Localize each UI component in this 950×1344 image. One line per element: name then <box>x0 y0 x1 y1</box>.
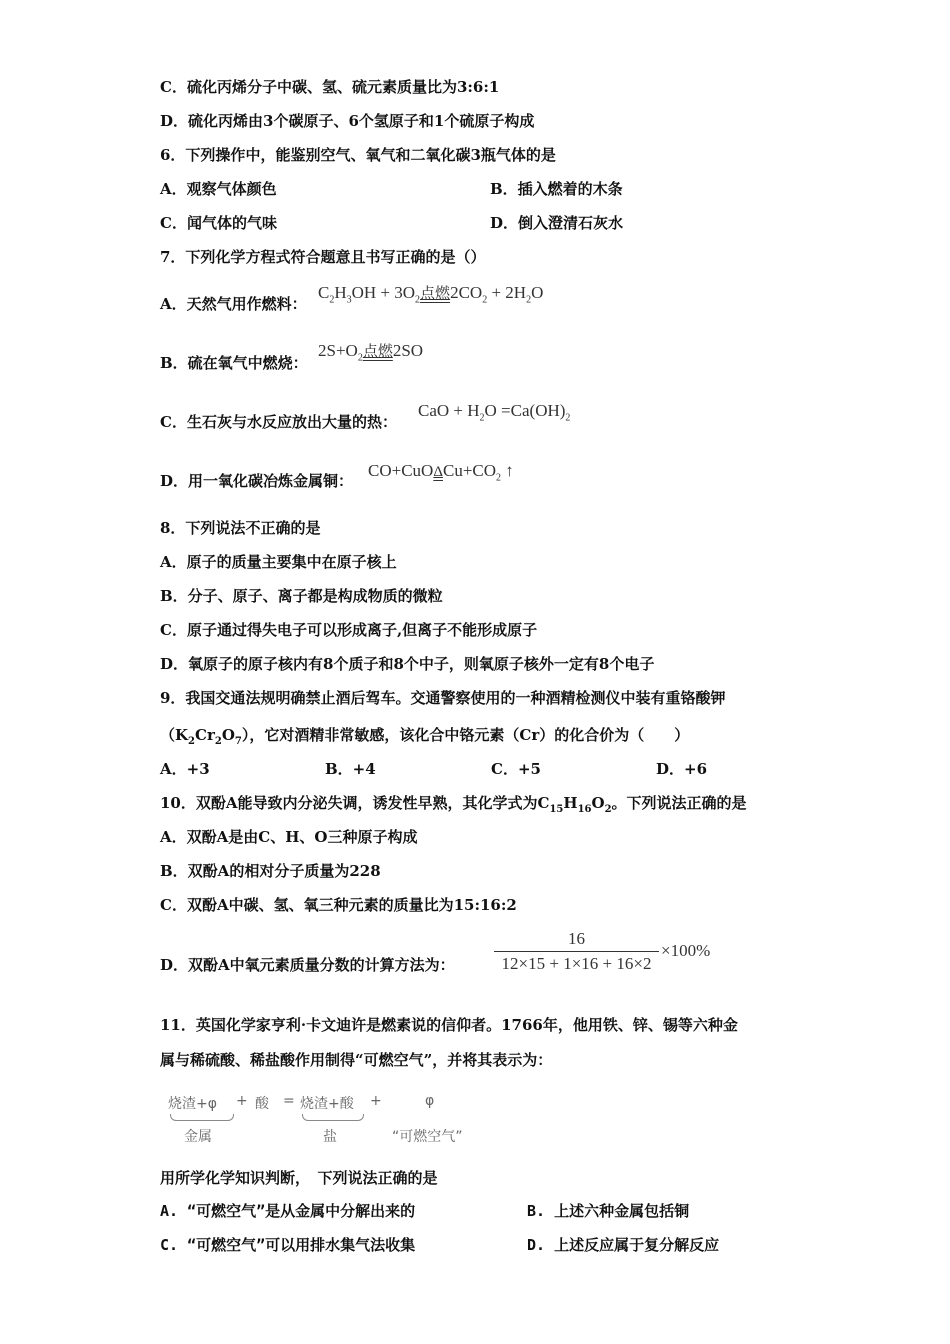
q9-option-b: B．+4 <box>325 760 376 778</box>
q7-equation-d: $CO+CuO\Delta Cu+CO_2$ ↑ <box>368 461 514 484</box>
q8-option-a: A．原子的质量主要集中在原子核上 <box>160 553 397 571</box>
q8-option-d: D．氧原子的原子核内有8个质子和8个中子，则氧原子核外一定有8个电子 <box>160 655 655 673</box>
diagram-term-2: 酸 <box>255 1096 269 1112</box>
q11-stem-1: 11．英国化学家亨利·卡文迪许是燃素说的信仰者。1766年，他用铁、锌、锡等六种金 <box>160 1016 738 1034</box>
brace-icon <box>170 1114 234 1121</box>
q10-option-c: C．双酚A中碳、氢、氧三种元素的质量比为15:16:2 <box>160 896 517 914</box>
brace-icon <box>302 1114 364 1121</box>
q11-stem-2: 属与稀硫酸、稀盐酸作用制得“可燃空气”，并将其表示为： <box>160 1051 553 1069</box>
q10-fraction: $\frac{16}{12\times 15 + 1\times 16 + 16\times 2}$ <box>494 929 659 974</box>
q7-option-b: B．硫在氧气中燃烧： <box>160 354 308 372</box>
diagram-term-4: φ <box>425 1093 435 1109</box>
q7-stem: 7．下列化学方程式符合题意且书写正确的是（） <box>160 248 486 266</box>
q9-option-a: A．+3 <box>160 760 210 778</box>
q5-option-d: D．硫化丙烯由3个碳原子、6个氢原子和1个硫原子构成 <box>160 112 535 130</box>
q11-option-b: B. 上述六种金属包括铜 <box>527 1202 690 1220</box>
q10-stem: 10．双酚A能导致内分泌失调，诱发性早熟，其化学式为$C_{15}H_{16}O_2$。下列说法正确的是 <box>160 794 747 815</box>
diagram-plus-1: + <box>236 1093 248 1109</box>
q7-option-a: A．天然气用作燃料： <box>160 295 307 313</box>
diagram-equals: = <box>283 1093 295 1109</box>
q8-stem: 8．下列说法不正确的是 <box>160 519 321 537</box>
q6-option-b: B．插入燃着的木条 <box>490 180 623 198</box>
q9-option-c: C．+5 <box>491 760 541 778</box>
q6-stem: 6．下列操作中，能鉴别空气、氧气和二氧化碳3瓶气体的是 <box>160 146 556 164</box>
q7-equation-c: CaO + $H_2O =Ca(OH)_2$ <box>418 401 571 424</box>
q6-option-c: C．闻气体的气味 <box>160 214 277 232</box>
q11-judge: 用所学化学知识判断， 下列说法正确的是 <box>160 1169 438 1187</box>
diagram-term-1: 烧渣+φ <box>168 1096 217 1112</box>
diagram-term-3: 烧渣+酸 <box>300 1096 354 1112</box>
q10-option-b: B．双酚A的相对分子质量为228 <box>160 862 381 880</box>
q8-option-c: C．原子通过得失电子可以形成离子,但离子不能形成原子 <box>160 621 538 639</box>
diagram-plus-2: + <box>370 1093 382 1109</box>
q7-option-c: C．生石灰与水反应放出大量的热： <box>160 413 397 431</box>
q7-option-d: D．用一氧化碳冶炼金属铜： <box>160 472 354 490</box>
q7-equation-b: $2S+O_2$点燃2SO <box>318 341 424 364</box>
q11-option-a: A. “可燃空气”是从金属中分解出来的 <box>160 1202 416 1220</box>
q10-option-d: D．双酚A中氧元素质量分数的计算方法为： <box>160 956 455 974</box>
q6-option-a: A．观察气体颜色 <box>160 180 277 198</box>
q9-stem: 9．我国交通法规明确禁止酒后驾车。交通警察使用的一种酒精检测仪中装有重铬酸钾 <box>160 689 726 707</box>
q10-times-100: ×100% <box>661 941 711 960</box>
q11-option-c: C. “可燃空气”可以用排水集气法收集 <box>160 1236 416 1254</box>
diagram-label-metal: 金属 <box>184 1129 212 1145</box>
q10-option-a: A．双酚A是由C、H、O三种原子构成 <box>160 828 418 846</box>
diagram-label-gas: “可燃空气” <box>392 1129 463 1145</box>
q6-option-d: D．倒入澄清石灰水 <box>490 214 624 232</box>
q9-option-d: D．+6 <box>656 760 708 778</box>
q8-option-b: B．分子、原子、离子都是构成物质的微粒 <box>160 587 443 605</box>
q5-option-c: C．硫化丙烯分子中碳、氢、硫元素质量比为3:6:1 <box>160 78 500 96</box>
q9-stem-2: $(K_2Cr_2O_7)$，它对酒精非常敏感，该化合中铬元素（Cr）的化合价为（ ） <box>160 726 690 747</box>
diagram-label-salt: 盐 <box>323 1129 337 1145</box>
q11-option-d: D. 上述反应属于复分解反应 <box>527 1236 720 1254</box>
q7-equation-a: $C_2H_3OH + 3O_2$点燃$2CO_2 + 2H_2O$ <box>318 283 544 306</box>
